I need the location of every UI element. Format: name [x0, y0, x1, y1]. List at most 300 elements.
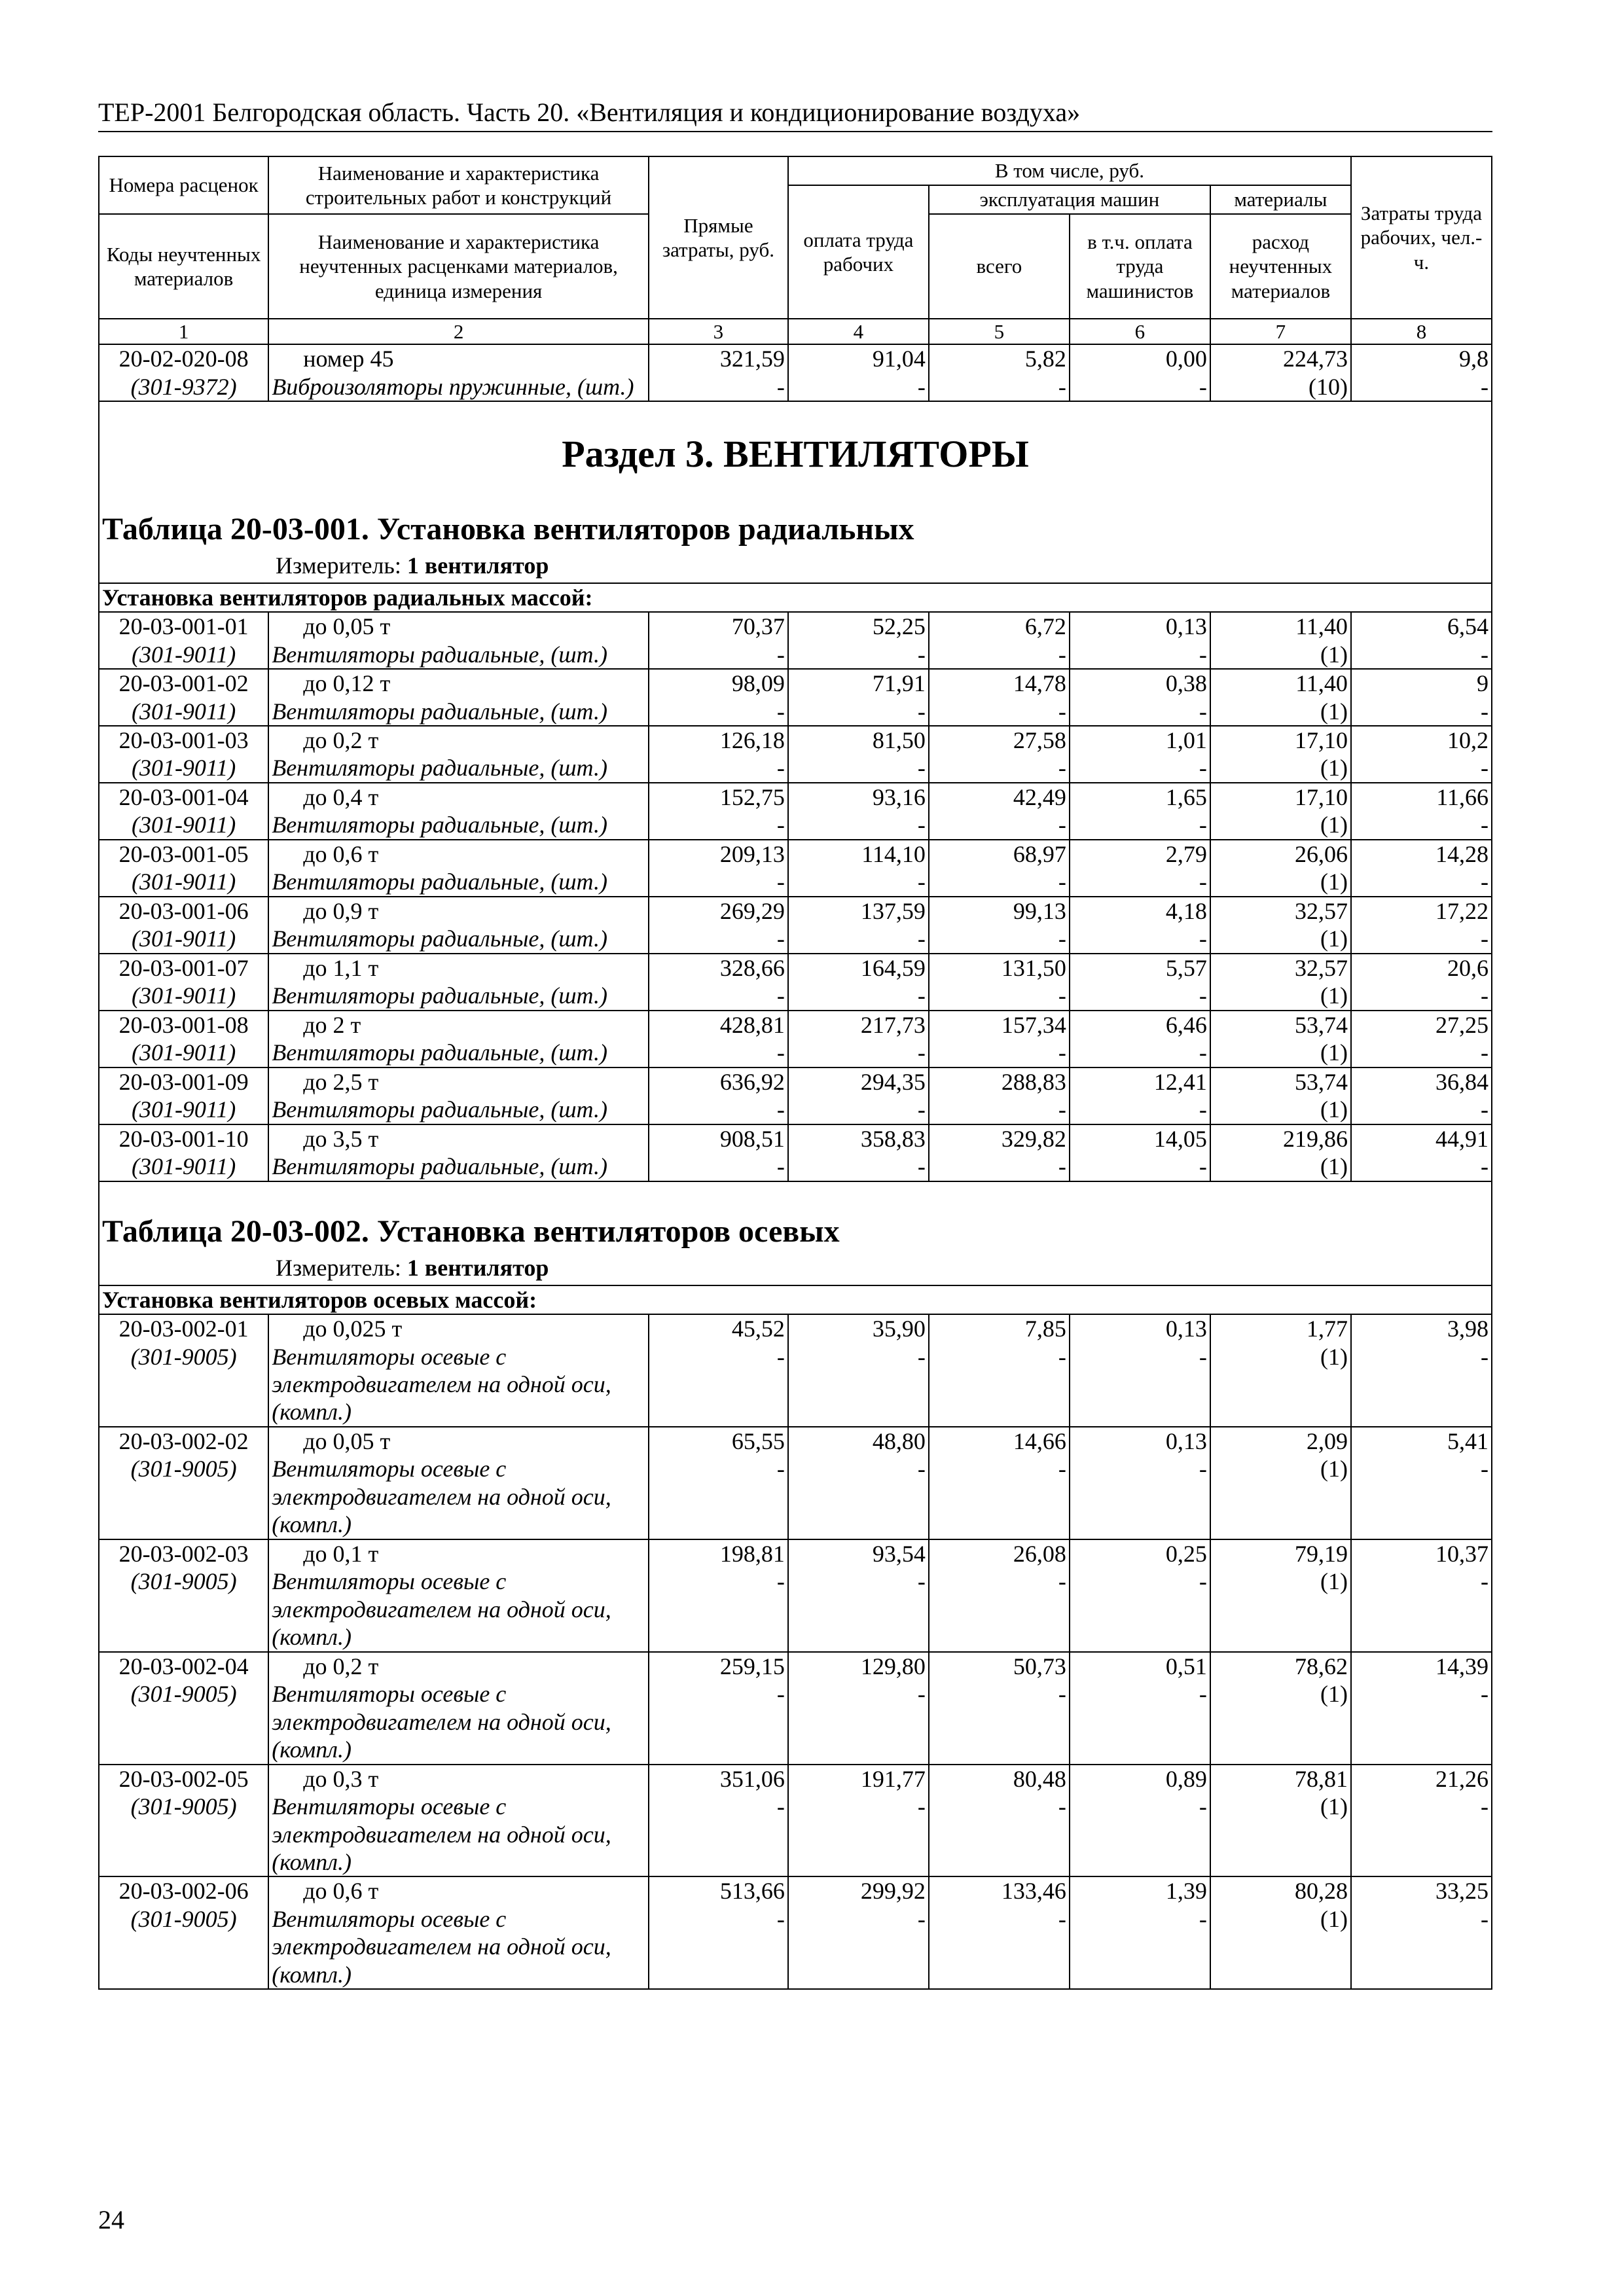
header-materials: материалы [1210, 185, 1351, 214]
materials-cell [1210, 1427, 1351, 1539]
rate-code-cell [99, 954, 268, 1011]
machinist-pay-cell [1070, 1067, 1210, 1124]
machines-total-cell [929, 840, 1070, 897]
labor-hours-cell [1351, 669, 1492, 726]
table-row [99, 1427, 1492, 1539]
materials-value: 79,19 [1294, 1540, 1348, 1567]
material-code: (301-9011) [131, 1096, 236, 1123]
machines-total-sub: - [1058, 1905, 1066, 1932]
machines-total-sub: - [1058, 1039, 1066, 1066]
material-code: (301-9011) [131, 1039, 236, 1066]
machinist-pay-value: 0,25 [1165, 1540, 1207, 1567]
direct-cost-value: 636,92 [719, 1068, 785, 1095]
direct-cost-value: 198,81 [719, 1540, 785, 1567]
labor-hours-value: 6,54 [1447, 613, 1489, 640]
labor-pay-value: 191,77 [860, 1765, 926, 1792]
table-1-group-title: Установка вентиляторов радиальных массой: [99, 583, 1492, 612]
header-direct-costs: Прямые затраты, руб. [649, 156, 788, 319]
materials-value: 53,74 [1294, 1068, 1348, 1095]
material-code: (301-9011) [131, 755, 236, 781]
machines-total-sub: - [1058, 869, 1066, 895]
material-name: Вентиляторы радиальные, (шт.) [272, 869, 607, 895]
machines-total-cell [929, 669, 1070, 726]
column-number: 7 [1210, 319, 1351, 344]
column-number: 3 [649, 319, 788, 344]
machinist-pay-sub: - [1199, 641, 1207, 668]
labor-pay-sub: - [917, 755, 926, 781]
direct-cost-cell [649, 612, 788, 669]
material-code: (301-9011) [131, 869, 236, 895]
machines-total-cell [929, 1539, 1070, 1652]
labor-pay-sub: - [917, 373, 926, 400]
direct-cost-value: 126,18 [719, 727, 785, 753]
rate-code: 20-03-002-02 [118, 1427, 249, 1454]
machinist-pay-sub: - [1199, 373, 1207, 400]
machines-total-sub: - [1058, 812, 1066, 838]
table-header [99, 156, 1492, 344]
machines-total-value: 80,48 [1013, 1765, 1066, 1792]
machinist-pay-sub: - [1199, 1096, 1207, 1123]
rate-name: до 0,12 т [303, 670, 391, 697]
machinist-pay-value: 0,38 [1165, 670, 1207, 697]
labor-hours-cell [1351, 1539, 1492, 1652]
header-rule [98, 131, 1492, 132]
column-number: 5 [929, 319, 1070, 344]
labor-hours-cell [1351, 840, 1492, 897]
machines-total-sub: - [1058, 1096, 1066, 1123]
materials-value: 53,74 [1294, 1011, 1348, 1038]
direct-cost-sub: - [776, 812, 785, 838]
material-code: (301-9011) [131, 925, 236, 952]
direct-cost-value: 428,81 [719, 1011, 785, 1038]
rate-code: 20-03-001-10 [118, 1125, 249, 1152]
labor-hours-cell [1351, 1011, 1492, 1067]
direct-cost-cell [649, 726, 788, 783]
labor-hours-sub: - [1481, 869, 1489, 895]
spacer-row [99, 1181, 1492, 1285]
labor-hours-value: 11,66 [1436, 783, 1489, 810]
labor-pay-cell [788, 783, 929, 840]
direct-cost-cell [649, 840, 788, 897]
labor-hours-value: 44,91 [1435, 1125, 1489, 1152]
direct-cost-sub: - [776, 1568, 785, 1595]
rate-code-cell [99, 669, 268, 726]
machines-total-sub: - [1058, 925, 1066, 952]
labor-pay-value: 217,73 [860, 1011, 926, 1038]
materials-value: 32,57 [1294, 954, 1348, 981]
header-labor-pay: оплата труда рабочих [788, 185, 929, 319]
labor-hours-cell [1351, 897, 1492, 954]
table-row [99, 1124, 1492, 1181]
labor-pay-sub: - [917, 698, 926, 725]
rate-code-cell [99, 1124, 268, 1181]
labor-pay-sub: - [917, 812, 926, 838]
materials-sub: (1) [1320, 1681, 1348, 1708]
machines-total-value: 6,72 [1024, 613, 1066, 640]
rate-code: 20-03-002-04 [118, 1653, 249, 1679]
rate-code: 20-03-001-09 [118, 1068, 249, 1095]
materials-sub: (1) [1320, 1568, 1348, 1595]
labor-hours-sub: - [1481, 1343, 1489, 1370]
machinist-pay-value: 0,00 [1165, 346, 1207, 372]
materials-value: 78,62 [1294, 1653, 1348, 1679]
material-code: (301-9005) [130, 1343, 237, 1370]
material-name: Вентиляторы осевые с электродвигателем на одной оси, (компл.) [272, 1793, 611, 1875]
document-header-title: ТЕР-2001 Белгородская область. Часть 20. «Вентиляция и кондиционирование воздуха» [98, 98, 1081, 127]
materials-value: 11,40 [1295, 613, 1348, 640]
direct-cost-value: 152,75 [719, 783, 785, 810]
labor-hours-sub: - [1481, 1039, 1489, 1066]
machinist-pay-value: 5,57 [1165, 954, 1207, 981]
labor-pay-value: 358,83 [860, 1125, 926, 1152]
direct-cost-sub: - [776, 641, 785, 668]
labor-pay-value: 35,90 [872, 1316, 926, 1342]
machines-total-sub: - [1058, 1456, 1066, 1482]
material-name: Вентиляторы осевые с электродвигателем на одной оси, (компл.) [272, 1456, 611, 1538]
rate-code-cell [99, 726, 268, 783]
table-row [99, 669, 1492, 726]
measure-label: Измеритель: [276, 1255, 401, 1282]
labor-pay-cell [788, 1652, 929, 1765]
labor-hours-sub: - [1481, 812, 1489, 838]
machinist-pay-cell [1070, 1011, 1210, 1067]
rate-code-cell [99, 1011, 268, 1067]
rate-name-cell [268, 669, 649, 726]
materials-cell [1210, 954, 1351, 1011]
rate-name: до 0,05 т [303, 613, 391, 640]
machinist-pay-cell [1070, 1314, 1210, 1427]
materials-sub: (1) [1320, 869, 1348, 895]
labor-pay-value: 93,16 [872, 783, 926, 810]
labor-hours-cell [1351, 344, 1492, 401]
direct-cost-sub: - [776, 373, 785, 400]
labor-hours-sub: - [1481, 1456, 1489, 1482]
labor-pay-cell [788, 1124, 929, 1181]
machinist-pay-sub: - [1199, 869, 1207, 895]
table-1-measure [102, 552, 1489, 579]
materials-cell [1210, 1765, 1351, 1877]
materials-value: 17,10 [1294, 727, 1348, 753]
labor-pay-value: 164,59 [860, 954, 926, 981]
rate-name-cell [268, 612, 649, 669]
table-row [99, 954, 1492, 1011]
direct-cost-value: 259,15 [719, 1653, 785, 1679]
materials-cell [1210, 1652, 1351, 1765]
rate-code-cell [99, 1652, 268, 1765]
machinist-pay-sub: - [1199, 1153, 1207, 1180]
labor-hours-cell [1351, 783, 1492, 840]
machines-total-value: 288,83 [1001, 1068, 1066, 1095]
machines-total-sub: - [1058, 982, 1066, 1009]
rate-name: номер 45 [303, 346, 394, 372]
material-name: Вентиляторы радиальные, (шт.) [272, 1039, 607, 1066]
rate-name: до 0,025 т [303, 1316, 403, 1342]
direct-cost-sub: - [776, 869, 785, 895]
direct-cost-sub: - [776, 755, 785, 781]
labor-pay-sub: - [917, 869, 926, 895]
machinist-pay-cell [1070, 783, 1210, 840]
labor-hours-cell [1351, 1652, 1492, 1765]
rate-code-cell [99, 1539, 268, 1652]
machines-total-cell [929, 344, 1070, 401]
materials-cell [1210, 897, 1351, 954]
labor-hours-sub: - [1481, 373, 1489, 400]
labor-hours-cell [1351, 1876, 1492, 1989]
labor-pay-sub: - [917, 1793, 926, 1820]
labor-pay-value: 114,10 [861, 840, 926, 867]
labor-pay-value: 299,92 [860, 1878, 926, 1905]
rate-name-cell [268, 954, 649, 1011]
rate-name-cell [268, 897, 649, 954]
machines-total-cell [929, 612, 1070, 669]
machines-total-value: 27,58 [1013, 727, 1066, 753]
header-machines-total: всего [929, 214, 1070, 319]
labor-hours-sub: - [1481, 925, 1489, 952]
machines-total-value: 157,34 [1001, 1011, 1066, 1038]
direct-cost-value: 65,55 [731, 1427, 785, 1454]
rate-code: 20-03-002-06 [118, 1878, 249, 1905]
machinist-pay-cell [1070, 669, 1210, 726]
material-code: (301-9005) [130, 1568, 237, 1595]
rate-name: до 0,05 т [303, 1427, 391, 1454]
materials-sub: (1) [1320, 982, 1348, 1009]
labor-pay-sub: - [917, 1153, 926, 1180]
materials-cell [1210, 612, 1351, 669]
column-number: 8 [1351, 319, 1492, 344]
direct-cost-cell [649, 1011, 788, 1067]
rate-code: 20-03-001-02 [118, 670, 249, 697]
machinist-pay-cell [1070, 612, 1210, 669]
header-material-name: Наименование и характеристика неучтенных расценками материалов, единица измерения [268, 214, 649, 319]
machinist-pay-sub: - [1199, 1343, 1207, 1370]
header-machinist-pay: в т.ч. оплата труда машинистов [1070, 214, 1210, 319]
machines-total-value: 68,97 [1013, 840, 1066, 867]
machinist-pay-sub: - [1199, 1681, 1207, 1708]
rate-name-cell [268, 1876, 649, 1989]
labor-pay-value: 137,59 [860, 897, 926, 924]
rate-code: 20-03-001-03 [118, 727, 249, 753]
rate-name: до 0,4 т [303, 783, 379, 810]
rate-code-cell [99, 344, 268, 401]
materials-cell [1210, 783, 1351, 840]
machines-total-value: 14,66 [1013, 1427, 1066, 1454]
labor-hours-value: 14,39 [1435, 1653, 1489, 1679]
table-2-title: Таблица 20-03-002. Установка вентиляторов осевых [102, 1213, 840, 1249]
labor-hours-cell [1351, 1314, 1492, 1427]
measure-label: Измеритель: [276, 552, 401, 579]
machinist-pay-cell [1070, 1427, 1210, 1539]
labor-pay-sub: - [917, 1681, 926, 1708]
labor-pay-cell [788, 1314, 929, 1427]
machinist-pay-sub: - [1199, 1793, 1207, 1820]
direct-cost-value: 98,09 [731, 670, 785, 697]
rate-code: 20-03-001-05 [118, 840, 249, 867]
materials-cell [1210, 726, 1351, 783]
machines-total-cell [929, 1067, 1070, 1124]
labor-hours-cell [1351, 954, 1492, 1011]
machines-total-cell [929, 1011, 1070, 1067]
rate-code-cell [99, 783, 268, 840]
rate-name: до 0,2 т [303, 727, 379, 753]
direct-cost-sub: - [776, 1039, 785, 1066]
labor-hours-value: 3,98 [1447, 1316, 1489, 1342]
direct-cost-value: 269,29 [719, 897, 785, 924]
labor-hours-sub: - [1481, 1096, 1489, 1123]
machinist-pay-value: 6,46 [1165, 1011, 1207, 1038]
rate-name: до 0,3 т [303, 1765, 379, 1792]
materials-value: 17,10 [1294, 783, 1348, 810]
materials-sub: (1) [1320, 812, 1348, 838]
machinist-pay-cell [1070, 1539, 1210, 1652]
machinist-pay-value: 2,79 [1165, 840, 1207, 867]
table-row [99, 1876, 1492, 1989]
rate-code: 20-03-002-05 [118, 1765, 249, 1792]
machinist-pay-cell [1070, 1652, 1210, 1765]
labor-pay-sub: - [917, 1456, 926, 1482]
direct-cost-value: 45,52 [731, 1316, 785, 1342]
direct-cost-sub: - [776, 1343, 785, 1370]
rate-name-cell [268, 1539, 649, 1652]
direct-cost-sub: - [776, 1681, 785, 1708]
labor-hours-sub: - [1481, 641, 1489, 668]
materials-sub: (10) [1308, 373, 1348, 400]
column-number: 4 [788, 319, 929, 344]
machines-total-value: 133,46 [1001, 1878, 1066, 1905]
materials-sub: (1) [1320, 1096, 1348, 1123]
machines-total-cell [929, 726, 1070, 783]
labor-hours-sub: - [1481, 1568, 1489, 1595]
rate-code: 20-02-020-08 [118, 346, 249, 372]
page-number: 24 [98, 2205, 124, 2234]
labor-hours-sub: - [1481, 755, 1489, 781]
material-name: Вентиляторы осевые с электродвигателем на одной оси, (компл.) [272, 1343, 611, 1426]
machinist-pay-sub: - [1199, 925, 1207, 952]
materials-sub: (1) [1320, 641, 1348, 668]
materials-sub: (1) [1320, 1039, 1348, 1066]
rate-name-cell [268, 726, 649, 783]
machines-total-value: 131,50 [1001, 954, 1066, 981]
labor-pay-sub: - [917, 1905, 926, 1932]
column-number: 1 [99, 319, 268, 344]
direct-cost-cell [649, 669, 788, 726]
direct-cost-sub: - [776, 698, 785, 725]
direct-cost-cell [649, 1124, 788, 1181]
labor-hours-value: 27,25 [1435, 1011, 1489, 1038]
rate-code-cell [99, 612, 268, 669]
direct-cost-value: 513,66 [719, 1878, 785, 1905]
machinist-pay-sub: - [1199, 1039, 1207, 1066]
material-code: (301-9011) [131, 641, 236, 668]
labor-pay-value: 71,91 [872, 670, 926, 697]
materials-sub: (1) [1320, 1905, 1348, 1932]
rate-code-cell [99, 1765, 268, 1877]
machinist-pay-value: 0,51 [1165, 1653, 1207, 1679]
machines-total-sub: - [1058, 1343, 1066, 1370]
direct-cost-cell [649, 1539, 788, 1652]
materials-value: 26,06 [1294, 840, 1348, 867]
table-row [99, 1539, 1492, 1652]
direct-cost-sub: - [776, 1096, 785, 1123]
machinist-pay-value: 14,05 [1153, 1125, 1207, 1152]
direct-cost-value: 321,59 [719, 346, 785, 372]
rate-name-cell [268, 783, 649, 840]
labor-pay-value: 52,25 [872, 613, 926, 640]
machines-total-cell [929, 1652, 1070, 1765]
machinist-pay-value: 0,13 [1165, 1316, 1207, 1342]
machines-total-sub: - [1058, 641, 1066, 668]
materials-cell [1210, 344, 1351, 401]
machines-total-value: 14,78 [1013, 670, 1066, 697]
section-title: Раздел 3. ВЕНТИЛЯТОРЫ [562, 433, 1029, 476]
labor-hours-value: 17,22 [1435, 897, 1489, 924]
material-code: (301-9011) [131, 1153, 236, 1180]
labor-hours-value: 14,28 [1435, 840, 1489, 867]
machinist-pay-value: 0,89 [1165, 1765, 1207, 1792]
table-2-heading-cell [99, 1181, 1492, 1285]
labor-hours-value: 10,2 [1447, 727, 1489, 753]
labor-pay-sub: - [917, 1343, 926, 1370]
machines-total-sub: - [1058, 698, 1066, 725]
rate-code-cell [99, 840, 268, 897]
machines-total-value: 7,85 [1024, 1316, 1066, 1342]
material-name: Вентиляторы радиальные, (шт.) [272, 641, 607, 668]
labor-pay-cell [788, 1427, 929, 1539]
direct-cost-cell [649, 1314, 788, 1427]
labor-pay-cell [788, 1539, 929, 1652]
labor-hours-cell [1351, 1765, 1492, 1877]
table-2-measure [102, 1254, 1489, 1282]
material-code: (301-9011) [131, 698, 236, 725]
machines-total-value: 99,13 [1013, 897, 1066, 924]
machines-total-sub: - [1058, 1568, 1066, 1595]
material-name: Виброизоляторы пружинные, (шт.) [272, 373, 634, 400]
table-row [99, 1067, 1492, 1124]
rate-code-cell [99, 1314, 268, 1427]
materials-value: 11,40 [1295, 670, 1348, 697]
material-code: (301-9005) [130, 1456, 237, 1482]
materials-value: 78,81 [1294, 1765, 1348, 1792]
materials-value: 80,28 [1294, 1878, 1348, 1905]
labor-pay-sub: - [917, 925, 926, 952]
header-machines: эксплуатация машин [929, 185, 1210, 214]
labor-hours-value: 9 [1477, 670, 1489, 697]
materials-cell [1210, 1876, 1351, 1989]
materials-sub: (1) [1320, 1153, 1348, 1180]
materials-sub: (1) [1320, 1456, 1348, 1482]
labor-pay-cell [788, 1876, 929, 1989]
rate-name-cell [268, 840, 649, 897]
direct-cost-cell [649, 1652, 788, 1765]
labor-hours-cell [1351, 1427, 1492, 1539]
labor-pay-cell [788, 1067, 929, 1124]
rate-code: 20-03-001-06 [118, 897, 249, 924]
labor-pay-cell [788, 726, 929, 783]
labor-hours-value: 36,84 [1435, 1068, 1489, 1095]
machinist-pay-sub: - [1199, 698, 1207, 725]
machines-total-sub: - [1058, 1681, 1066, 1708]
materials-sub: (1) [1320, 925, 1348, 952]
direct-cost-value: 351,06 [719, 1765, 785, 1792]
labor-hours-value: 10,37 [1435, 1540, 1489, 1567]
labor-pay-cell [788, 840, 929, 897]
machinist-pay-sub: - [1199, 1905, 1207, 1932]
direct-cost-cell [649, 783, 788, 840]
materials-cell [1210, 1011, 1351, 1067]
direct-cost-value: 328,66 [719, 954, 785, 981]
materials-value: 1,77 [1306, 1316, 1348, 1342]
rate-name: до 2 т [303, 1011, 361, 1038]
material-name: Вентиляторы осевые с электродвигателем на одной оси, (компл.) [272, 1905, 611, 1988]
